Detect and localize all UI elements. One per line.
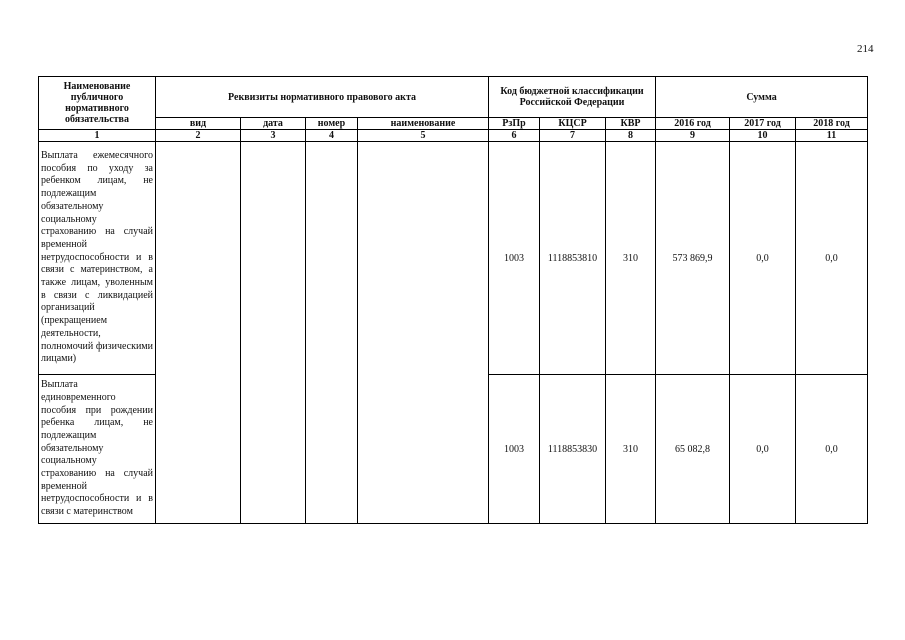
- page-number: 214: [857, 43, 874, 55]
- column-number: 5: [358, 130, 489, 142]
- sum-2018-cell: 0,0: [796, 375, 868, 524]
- header-2018: 2018 год: [796, 118, 868, 130]
- rzpr-cell: 1003: [489, 142, 540, 375]
- header-kvr: КВР: [606, 118, 656, 130]
- column-number-row: [39, 130, 868, 142]
- kvr-cell: 310: [606, 142, 656, 375]
- act-kind-cell: [156, 142, 241, 524]
- column-number: 8: [606, 130, 656, 142]
- header-title: наименование: [358, 118, 489, 130]
- header-row-sub: [39, 118, 868, 130]
- sum-2017-cell: 0,0: [730, 142, 796, 375]
- obligation-name: Выплата ежемесячного пособия по уходу за ребенком лицам, не подлежащим обязательному социальному страхованию на случай временной нетрудоспособности и в связи с материнством, а также лицам, уволенным в связи с ликвидацией организаций (прекращением деятельности, полномочий физическими лицами): [39, 142, 156, 375]
- header-sum: Сумма: [656, 77, 868, 118]
- obligations-table: [38, 76, 868, 524]
- act-title-cell: [358, 142, 489, 524]
- column-number: 2: [156, 130, 241, 142]
- header-date: дата: [241, 118, 306, 130]
- header-2016: 2016 год: [656, 118, 730, 130]
- column-number: 11: [796, 130, 868, 142]
- header-obligation-name: Наименование публичного нормативного обязательства: [39, 77, 156, 130]
- column-number: 6: [489, 130, 540, 142]
- header-budget-code: Код бюджетной классификации Российской Федерации: [489, 77, 656, 118]
- column-number: 9: [656, 130, 730, 142]
- act-number-cell: [306, 142, 358, 524]
- header-2017: 2017 год: [730, 118, 796, 130]
- table-row: [39, 142, 868, 375]
- sum-2016-cell: 573 869,9: [656, 142, 730, 375]
- header-act-requisites: Реквизиты нормативного правового акта: [156, 77, 489, 118]
- act-date-cell: [241, 142, 306, 524]
- sum-2018-cell: 0,0: [796, 142, 868, 375]
- obligation-name: Выплата единовременного пособия при рождении ребенка лицам, не подлежащим обязательному социальному страхованию на случай временной нетрудоспособности и в связи с материнством: [39, 375, 156, 524]
- header-row-main: [39, 77, 868, 118]
- column-number: 10: [730, 130, 796, 142]
- sum-2016-cell: 65 082,8: [656, 375, 730, 524]
- sum-2017-cell: 0,0: [730, 375, 796, 524]
- kvr-cell: 310: [606, 375, 656, 524]
- rzpr-cell: 1003: [489, 375, 540, 524]
- column-number: 4: [306, 130, 358, 142]
- header-kind: вид: [156, 118, 241, 130]
- header-number: номер: [306, 118, 358, 130]
- kcsr-cell: 1118853830: [540, 375, 606, 524]
- kcsr-cell: 1118853810: [540, 142, 606, 375]
- header-kcsr: КЦСР: [540, 118, 606, 130]
- column-number: 1: [39, 130, 156, 142]
- column-number: 7: [540, 130, 606, 142]
- column-number: 3: [241, 130, 306, 142]
- header-rzpr: РзПр: [489, 118, 540, 130]
